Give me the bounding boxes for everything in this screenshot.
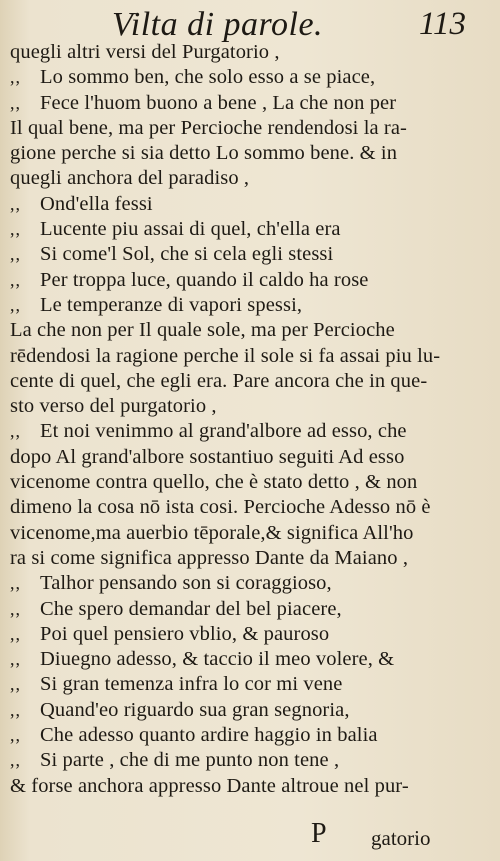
text-line [10,546,480,571]
line-text: Per troppa luce, quando il caldo ha rose [40,268,369,291]
text-line [10,445,480,470]
text-line [10,91,480,116]
line-text: Si parte , che di me punto non tene , [40,749,340,772]
quotation-mark: ,, [10,725,21,746]
line-text: & forse anchora appresso Dante altroue nel pur- [10,774,409,797]
quotation-mark: ,, [10,92,21,113]
line-text: vicenome contra quello, che è stato detto , & non [10,471,418,494]
quotation-mark: ,, [10,67,21,88]
text-line [10,293,480,318]
text-line [10,394,480,419]
line-text: Si come'l Sol, che si cela egli stessi [40,243,334,266]
line-text: Poi quel pensiero vblio, & pauroso [40,622,330,645]
line-text: ra si come significa appresso Dante da Maiano , [10,546,409,569]
text-line [10,344,480,369]
text-line [10,495,480,520]
quotation-mark: ,, [10,244,21,265]
line-text: Che spero demandar del bel piacere, [40,597,342,620]
quotation-mark: ,, [10,674,21,695]
line-text: sto verso del purgatorio , [10,395,217,418]
quotation-mark: ,, [10,269,21,290]
line-text: Che adesso quanto ardire haggio in balia [40,724,378,747]
text-block [10,40,480,799]
running-title: Vilta di parole. [112,6,324,43]
quotation-mark: ,, [10,421,21,442]
text-line [10,521,480,546]
text-line [10,774,480,799]
line-text: Si gran temenza infra lo cor mi vene [40,673,343,696]
text-line [10,268,480,293]
line-text: Lo sommo ben, che solo esso a se piace, [40,66,376,89]
page-footer [0,818,500,858]
line-text: gione perche si sia detto Lo sommo bene. & in [10,142,398,165]
text-line [10,192,480,217]
line-text: quegli anchora del paradiso , [10,167,250,190]
line-text: Quand'eo riguardo sua gran segnoria, [40,698,350,721]
text-line [10,419,480,444]
line-text: dimeno la cosa nō ista cosi. Percioche Adesso nō è [10,496,431,519]
line-text: rēdendosi la ragione perche il sole si fa assai piu lu- [10,344,441,367]
text-line [10,369,480,394]
text-line [10,40,480,65]
line-text: Il qual bene, ma per Percioche rendendosi la ra- [10,116,407,139]
text-line [10,597,480,622]
text-line [10,622,480,647]
line-text: Le temperanze di vapori spessi, [40,293,303,316]
quotation-mark: ,, [10,294,21,315]
page-number: 113 [418,6,466,42]
line-text: Talhor pensando son si coraggioso, [40,572,332,595]
line-text: vicenome,ma auerbio tēporale,& significa All'ho [10,521,414,544]
line-text: quegli altri versi del Purgatorio , [10,41,280,63]
line-text: Et noi venimmo al grand'albore ad esso, che [40,420,407,443]
text-line [10,571,480,596]
text-line [10,166,480,191]
catchword: gatorio [371,826,431,850]
text-line [10,318,480,343]
text-line [10,723,480,748]
text-line [10,672,480,697]
text-line [10,647,480,672]
text-line [10,217,480,242]
text-line [10,141,480,166]
quotation-mark: ,, [10,699,21,720]
text-line [10,470,480,495]
line-text: Diuegno adesso, & taccio il meo volere, & [40,648,395,671]
text-line [10,65,480,90]
quotation-mark: ,, [10,598,21,619]
quotation-mark: ,, [10,750,21,771]
quotation-mark: ,, [10,649,21,670]
line-text: dopo Al grand'albore sostantiuo seguiti Ad esso [10,445,405,468]
text-line [10,242,480,267]
line-text: Fece l'huom buono a bene , La che non per [40,91,397,114]
line-text: Lucente piu assai di quel, ch'ella era [40,218,341,241]
quotation-mark: ,, [10,219,21,240]
line-text: cente di quel, che egli era. Pare ancora che in que- [10,369,428,392]
text-line [10,748,480,773]
quotation-mark: ,, [10,573,21,594]
text-line [10,116,480,141]
text-line [10,698,480,723]
line-text: Ond'ella fessi [40,192,153,215]
signature-mark: P [311,818,327,849]
quotation-mark: ,, [10,193,21,214]
quotation-mark: ,, [10,623,21,644]
line-text: La che non per Il quale sole, ma per Percioche [10,319,395,342]
